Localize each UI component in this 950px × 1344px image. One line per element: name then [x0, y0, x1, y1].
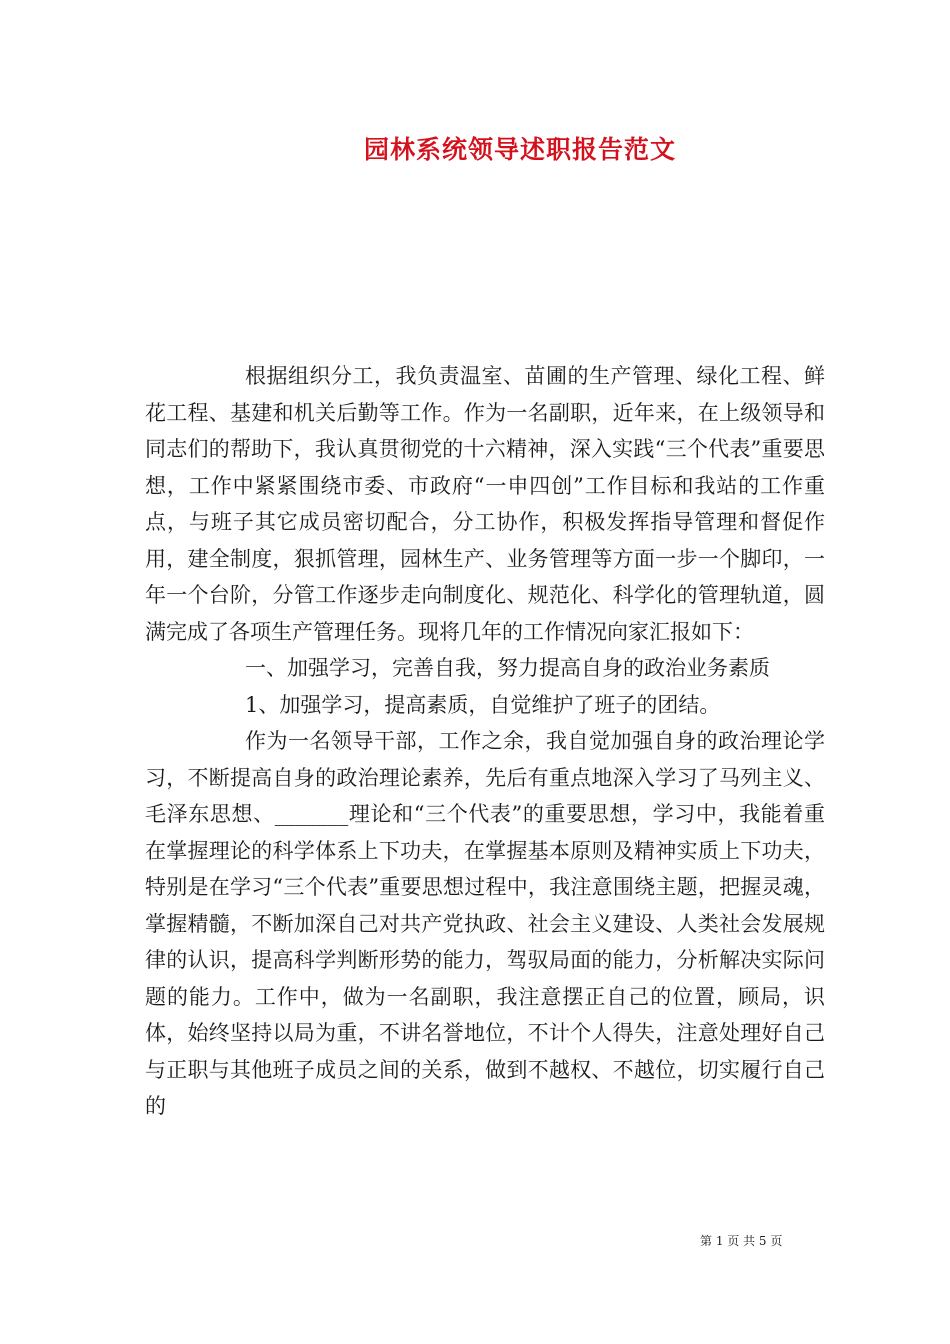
document-title: 园林系统领导述职报告范文	[363, 135, 676, 164]
paragraph-study: 作为一名领导干部，工作之余，我自觉加强自身的政治理论学习，不断提高自身的政治理论素养，先后有重点地深入学习了马列主义、毛泽东思想、_______理论和“三个代表”的重要思想，学习中，我能着重在掌握理论的科学体系上下功夫，在掌握基本原则及精神实质上下功夫，特别是在学习“三个代表”重要思想过程中，我注意围绕主题，把握灵魂，掌握精髓，不断加深自己对共产党执政、社会主义建设、人类社会发展规律的认识，提高科学判断形势的能力，驾驭局面的能力，分析解决实际问题的能力。工作中，做为一名副职，我注意摆正自己的位置，顾局，识体，始终坚持以局为重，不讲名誉地位，不计个人得失，注意处理好自己与正职与其他班子成员之间的关系，做到不越权、不越位，切实履行自己的	[145, 729, 825, 1118]
page-footer: 第 1 页 共 5 页	[700, 1234, 783, 1248]
paragraph-intro: 根据组织分工，我负责温室、苗圃的生产管理、绿化工程、鲜花工程、基建和机关后勤等工作。作为一名副职，近年来，在上级领导和同志们的帮助下，我认真贯彻党的十六精神，深入实践“三个代表”重要思想，工作中紧紧围绕市委、市政府“一申四创”工作目标和我站的工作重点，与班子其它成员密切配合，分工协作，积极发挥指导管理和督促作用，建全制度，狠抓管理，园林生产、业务管理等方面一步一个脚印，一年一个台阶，分管工作逐步走向制度化、规范化、科学化的管理轨道，圆满完成了各项生产管理任务。现将几年的工作情况向家汇报如下：	[145, 364, 825, 644]
section-heading-1: 一、加强学习，完善自我，努力提高自身的政治业务素质	[245, 656, 770, 680]
subsection-heading-1-1: 1、加强学习，提高素质，自觉维护了班子的团结。	[245, 692, 721, 717]
document-body	[145, 358, 825, 1125]
